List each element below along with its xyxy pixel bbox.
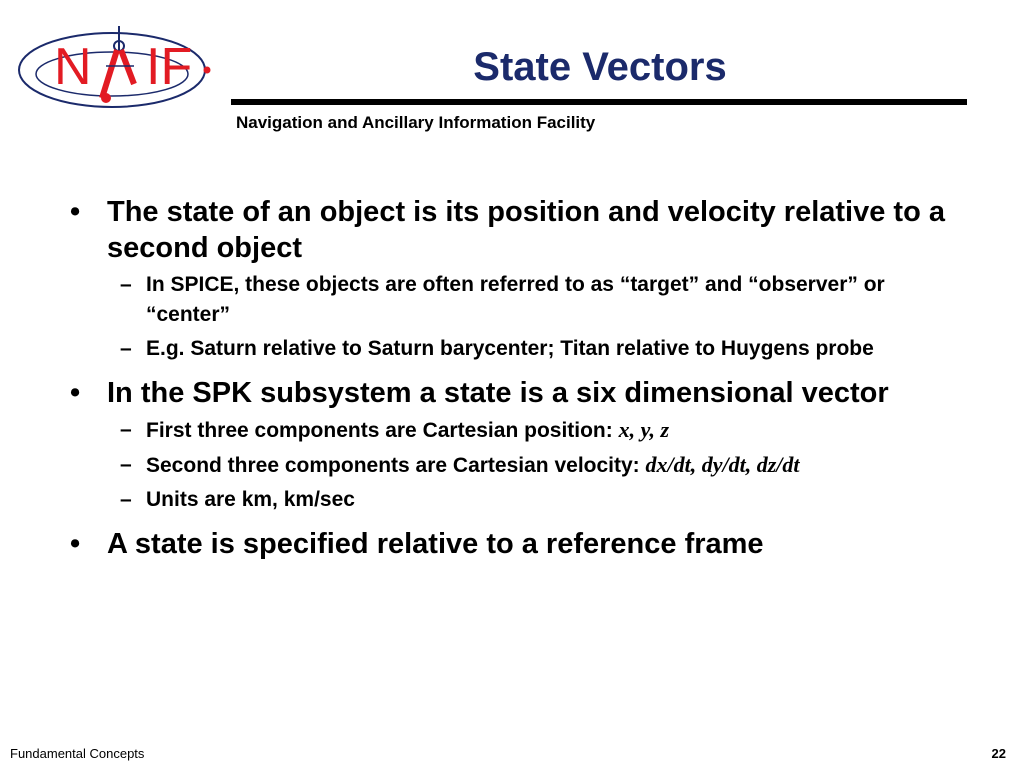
- position-symbols: x, y, z: [618, 417, 670, 442]
- sub-bullet-text: In SPICE, these objects are often referred to as “target” and “observer” or “center”: [146, 273, 885, 326]
- page-number: 22: [991, 746, 1006, 761]
- sub-bullet-marker: –: [120, 273, 132, 296]
- bullet-text: The state of an object is its position and velocity relative to a second object: [107, 196, 945, 264]
- footer-section-label: Fundamental Concepts: [10, 746, 145, 761]
- sub-bullet-item: [70, 485, 970, 515]
- sub-bullet-text: First three components are Cartesian position:: [146, 419, 613, 442]
- sub-bullet-marker: –: [120, 453, 132, 476]
- sub-bullet-marker: –: [120, 488, 132, 511]
- naif-logo-graphic: [14, 22, 224, 112]
- logo-letters-right: IF: [146, 38, 193, 96]
- sub-bullet-item: [70, 415, 970, 446]
- naif-logo: [14, 22, 224, 112]
- sub-bullet-list: [107, 270, 970, 364]
- sub-bullet-item: [70, 270, 970, 330]
- slide-body: [70, 194, 970, 573]
- bullet-text: A state is specified relative to a reference frame: [107, 528, 764, 560]
- bullet-text: In the SPK subsystem a state is a six dimensional vector: [107, 377, 889, 409]
- sub-bullet-marker: –: [120, 337, 132, 360]
- sub-bullet-list: [107, 415, 970, 515]
- bullet-marker: •: [70, 528, 81, 560]
- logo-letters-left: N: [54, 38, 92, 96]
- bullet-item: [70, 526, 970, 562]
- bullet-item: [70, 194, 970, 364]
- title-rule: [231, 99, 967, 105]
- facility-subtitle: Navigation and Ancillary Information Facility: [236, 113, 596, 132]
- velocity-symbols: dx/dt, dy/dt, dz/dt: [645, 452, 800, 477]
- sub-bullet-text: Units are km, km/sec: [146, 488, 355, 511]
- bullet-marker: •: [70, 196, 81, 228]
- bullet-item: [70, 375, 970, 515]
- sub-bullet-text: Second three components are Cartesian velocity:: [146, 454, 640, 477]
- sub-bullet-marker: –: [120, 418, 132, 441]
- slide-title: State Vectors: [473, 45, 727, 89]
- sub-bullet-text: E.g. Saturn relative to Saturn barycenter; Titan relative to Huygens probe: [146, 337, 874, 360]
- sub-bullet-item: [70, 334, 970, 364]
- bullet-marker: •: [70, 377, 81, 409]
- sub-bullet-item: [70, 450, 970, 481]
